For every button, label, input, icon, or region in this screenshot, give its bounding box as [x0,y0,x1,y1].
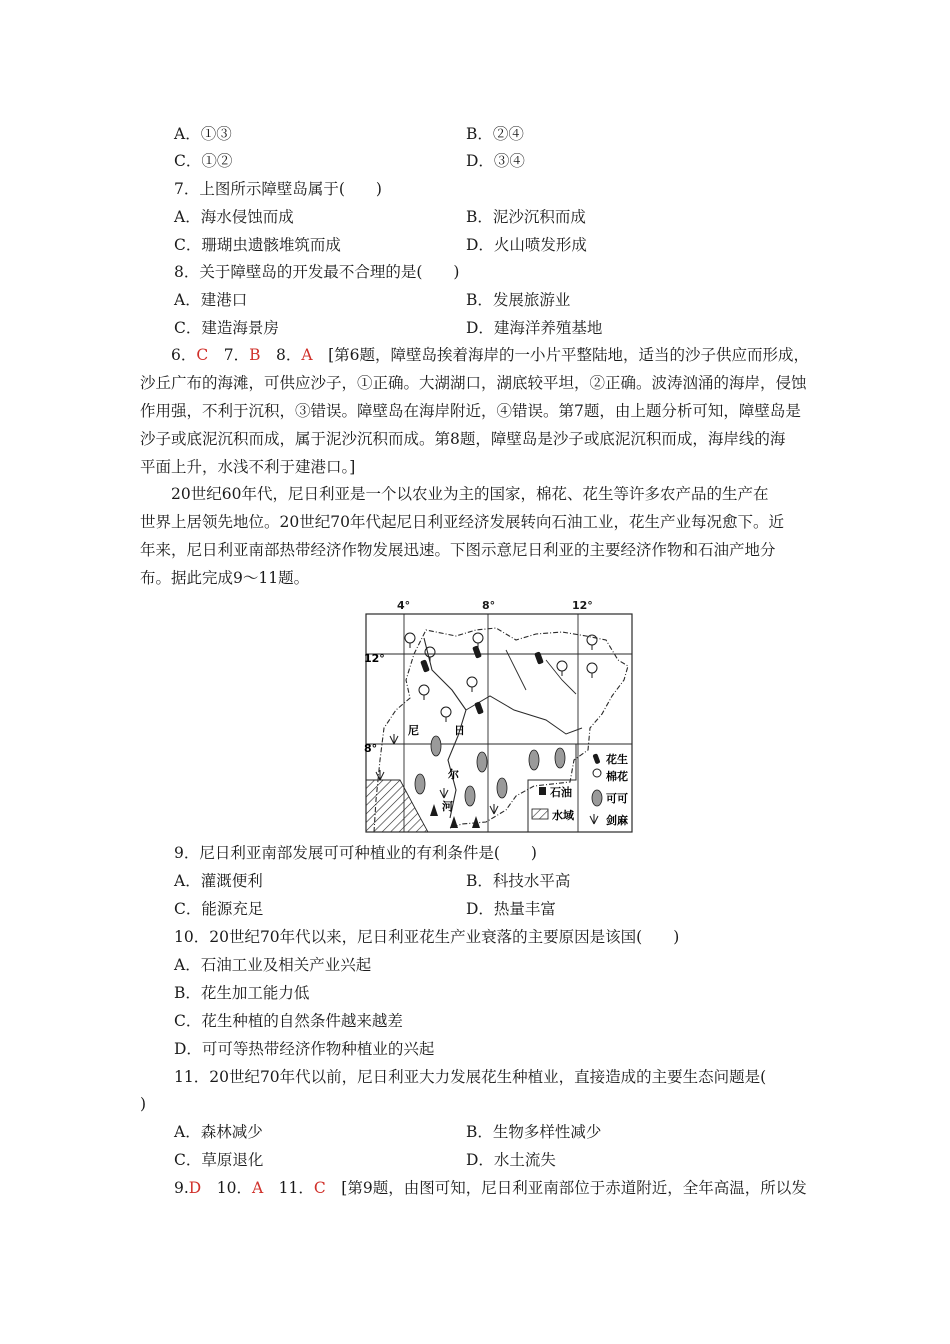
cotton-icon [405,633,415,648]
q9-option-b: B．科技水平高 [466,872,571,890]
q9-stem: 9．尼日利亚南部发展可可种植业的有利条件是( ) [174,844,537,862]
q9-option-c: C．能源充足 [174,900,264,918]
legend-label-sisal: 剑麻 [606,814,628,827]
q10-option-b: B．花生加工能力低 [174,984,310,1002]
q6-option-c: C．①② [174,152,233,170]
lon-label-12: 12° [572,599,593,612]
cotton-icon [441,707,451,722]
legend-sisal-symbol [590,814,598,824]
cotton-icon [587,635,597,650]
benue-river [466,696,582,734]
tributary [546,660,576,694]
cotton-icon [473,633,483,648]
place-label-ni: 尼 [408,724,419,737]
cotton-icon [557,661,567,676]
cotton-icon [467,677,477,692]
answer-num-10: 10． [201,1179,252,1197]
q7-option-d: D．火山喷发形成 [466,236,587,254]
oil-icon [472,816,480,828]
peanut-icon [474,701,484,714]
answer-9: D [188,1179,202,1197]
explanation-line-3: 作用强，不利于沉积，③错误。障壁岛在海岸附近，④错误。第7题，由上题分析可知，障壁岛是 [140,402,801,420]
legend-cotton [593,769,601,777]
q7-option-c: C．珊瑚虫遗骸堆筑而成 [174,236,341,254]
q11-option-b: B．生物多样性减少 [466,1123,602,1141]
q8-stem: 8．关于障壁岛的开发最不合理的是( ) [174,263,460,281]
legend-label-cotton: 棉花 [606,770,628,783]
cocoa-icon [477,752,487,772]
intro-line-3: 年来，尼日利亚南部热带经济作物发展迅速。下图示意尼日利亚的主要经济作物和石油产地分 [140,541,776,559]
q11-stem-close: ) [140,1095,147,1113]
answer-num-7: 7． [208,346,250,364]
answer-num-6: 6． [171,346,197,364]
cotton-icon [419,685,429,700]
q11-option-a: A．森林减少 [174,1123,263,1141]
q10-option-a: A．石油工业及相关产业兴起 [174,956,372,974]
sisal-icon [440,788,448,798]
explanation-line-1: [第6题，障壁岛挨着海岸的一小片平整陆地，适当的沙子供应而形成， [312,346,810,364]
legend-label-water: 水域 [552,809,574,822]
q7-stem: 7．上图所示障壁岛属于( ) [174,180,382,198]
place-label-er: 尔 [448,768,459,781]
q9-option-a: A．灌溉便利 [174,872,263,890]
q8-option-c: C．建造海景房 [174,319,279,337]
answer-8: A [301,346,313,364]
q6-option-d: D．③④ [466,152,525,170]
legend-peanut [592,753,600,764]
q8-option-b: B．发展旅游业 [466,291,571,309]
answer-7: B [249,346,261,364]
q9-option-d: D．热量丰富 [466,900,556,918]
peanut-icon [472,645,482,658]
q7-option-a: A．海水侵蚀而成 [174,208,294,226]
cocoa-icon [497,778,507,798]
q10-option-c: C．花生种植的自然条件越来越差 [174,1012,403,1030]
intro-line-2: 世界上居领先地位。20世纪70年代起尼日利亚经济发展转向石油工业，花生产业每况愈下。近 [140,513,784,531]
legend-label-peanut: 花生 [606,753,628,766]
sisal-icon [390,734,398,744]
q8-option-d: D．建海洋养殖基地 [466,319,603,337]
legend-oil-symbol [539,787,546,795]
cocoa-icon [555,748,565,768]
answer-num-9: 9. [174,1179,189,1197]
sisal-icon [376,770,384,780]
legend-cocoa-symbol [592,790,602,806]
q6-option-b: B．②④ [466,125,524,143]
nigeria-crop-map [366,610,636,834]
legend-label-cocoa: 可可 [606,792,628,805]
oil-icon [450,816,458,828]
q11-option-d: D．水土流失 [466,1151,556,1169]
legend-label-oil: 石油 [550,786,572,799]
peanut-icon [534,651,544,664]
intro-paragraph [140,480,820,592]
q10-option-d: D．可可等热带经济作物种植业的兴起 [174,1040,435,1058]
explanation-line-5: 平面上升，水浅不利于建港口。] [140,458,356,476]
place-label-he: 河 [442,800,453,813]
cocoa-icon [415,774,425,794]
q8-option-a: A．建港口 [174,291,248,309]
answer-6: C [196,346,209,364]
lon-label-4-top: 4° [397,599,411,612]
explanation-line-4: 沙子或底泥沉积而成，属于泥沙沉积而成。第8题，障壁岛是沙子或底泥沉积而成，海岸线的海 [140,430,786,448]
lat-label-8: 8° [364,742,378,755]
explanation2-line-1: [第9题，由图可知，尼日利亚南部位于赤道附近，全年高温，所以发 [325,1179,807,1197]
q10-stem: 10．20世纪70年代以来，尼日利亚花生产业衰落的主要原因是该国( ) [174,928,680,946]
lon-label-8: 8° [482,599,496,612]
answer-num-8: 8． [260,346,302,364]
q7-option-b: B．泥沙沉积而成 [466,208,586,226]
answer-num-11: 11． [263,1179,314,1197]
answer-11: C [313,1179,326,1197]
cotton-icon [587,663,597,678]
cocoa-icon [431,736,441,756]
intro-line-4: 布。据此完成9～11题。 [140,569,310,587]
q11-stem: 11．20世纪70年代以前，尼日利亚大力发展花生种植业，直接造成的主要生态问题是( [174,1068,767,1086]
lat-label-12: 12° [364,652,385,665]
intro-line-1: 20世纪60年代，尼日利亚是一个以农业为主的国家，棉花、花生等许多农产品的生产在 [171,485,769,503]
legend-water-symbol [532,809,548,819]
explanation-line-2: 沙丘广布的海滩，可供应沙子，①正确。大湖湖口，湖底较平坦，②正确。波涛汹涌的海岸，侵蚀 [140,374,807,392]
q11-option-c: C．草原退化 [174,1151,264,1169]
cocoa-icon [529,750,539,770]
q6-option-a: A．①③ [174,125,232,143]
answer-explanation-9-11 [174,1178,807,1198]
oil-icon [430,804,438,816]
cocoa-icon [465,786,475,806]
sisal-icon [490,804,498,814]
peanut-icon [420,659,430,672]
answer-10: A [251,1179,264,1197]
answer-explanation-6-8 [140,341,820,481]
place-label-ri: 日 [454,724,465,737]
tributary [506,650,526,690]
